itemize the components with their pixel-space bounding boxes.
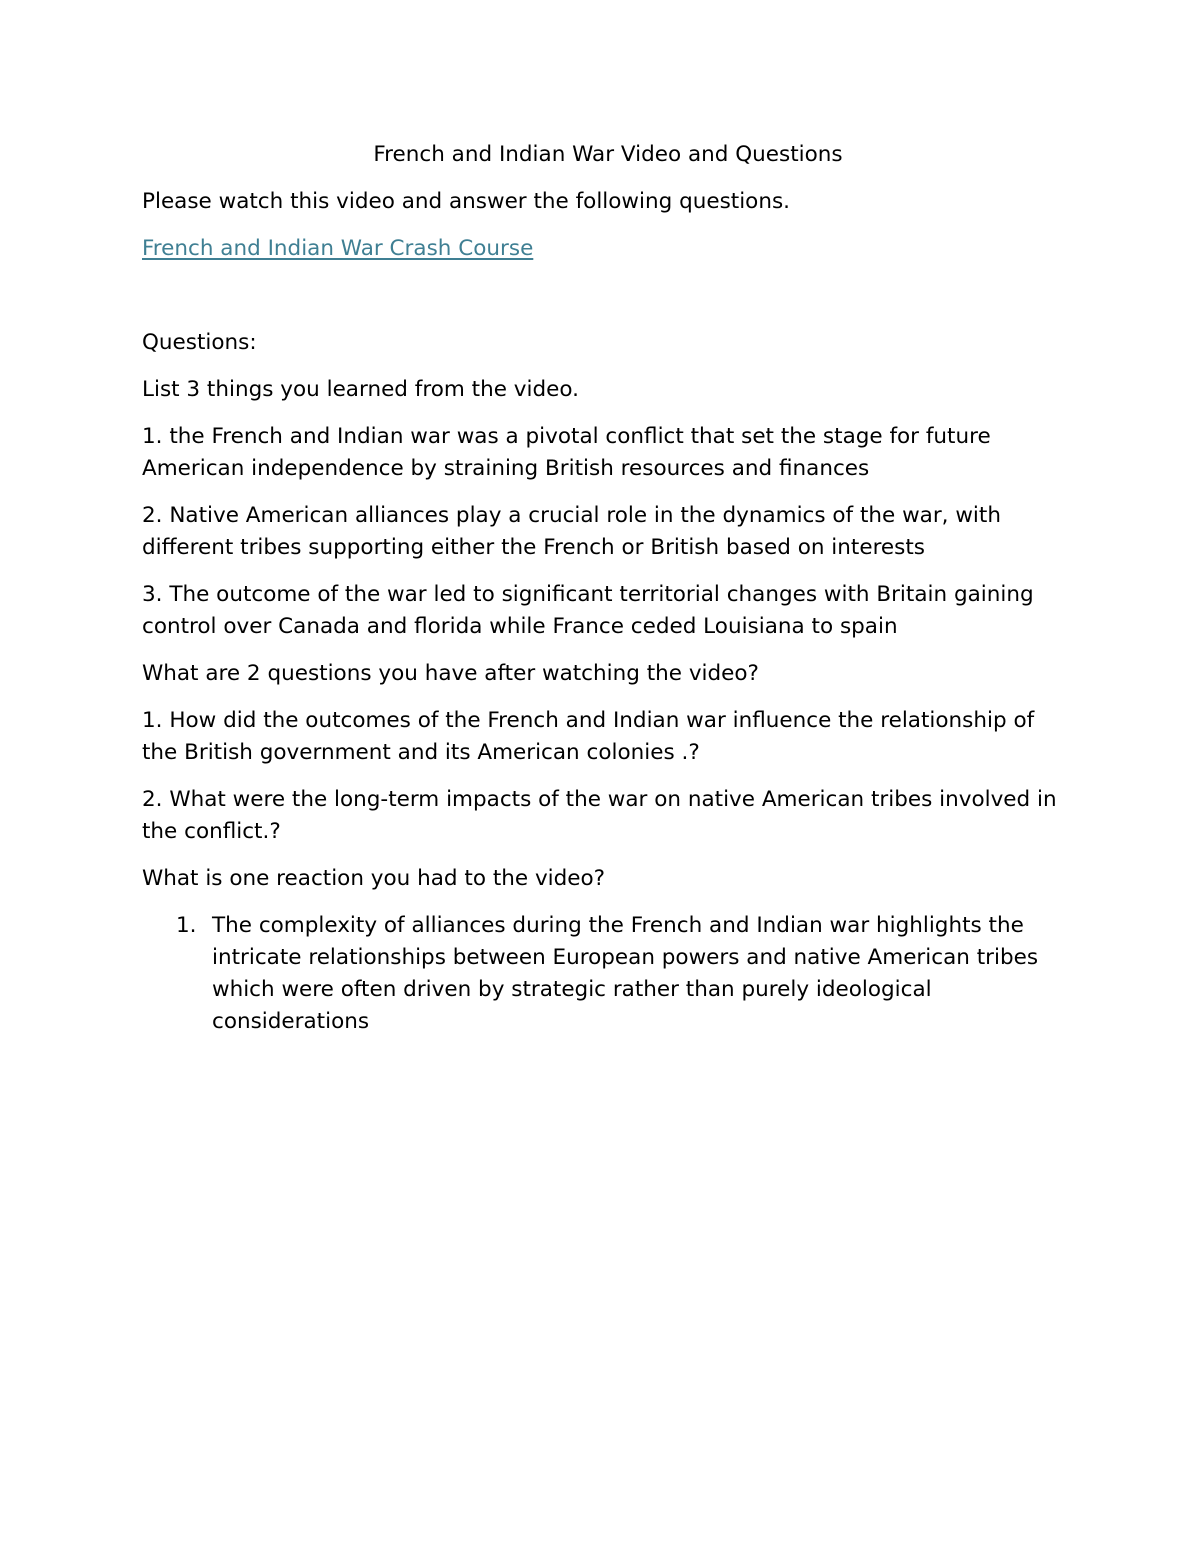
reaction-list [142, 910, 1062, 1038]
question-answer-2: 2. What were the long-term impacts of the war on native American tribes involved in the conflict.? [142, 787, 1057, 844]
document-title [0, 139, 1016, 171]
question-answer-1: 1. How did the outcomes of the French and Indian war influence the relationship of the British government and its American colonies .? [142, 708, 1035, 765]
reaction-list-item [176, 910, 1062, 1038]
video-link[interactable]: French and Indian War Crash Course [142, 236, 534, 261]
reaction-list-number: 1. [176, 913, 197, 938]
document-body [142, 139, 1062, 1038]
questions-heading: Questions: [142, 330, 257, 355]
video-link-paragraph [142, 233, 1062, 265]
learned-answer-1: 1. the French and Indian war was a pivotal conflict that set the stage for future American independence by straining British resources and finances [142, 424, 991, 481]
learned-answer-2: 2. Native American alliances play a crucial role in the dynamics of the war, with different tribes supporting either the French or British based on interests [142, 503, 1001, 560]
learned-prompt: List 3 things you learned from the video. [142, 377, 579, 402]
reaction-answer: The complexity of alliances during the French and Indian war highlights the intricate relationships between European powers and native American tribes which were often driven by strategic rather than purely ideological considerations [212, 913, 1039, 1034]
reaction-prompt: What is one reaction you had to the video? [142, 866, 606, 891]
questions-prompt: What are 2 questions you have after watching the video? [142, 661, 759, 686]
document-title-text: French and Indian War Video and Questions [373, 142, 843, 167]
learned-answer-3: 3. The outcome of the war led to significant territorial changes with Britain gaining control over Canada and florida while France ceded Louisiana to spain [142, 582, 1034, 639]
intro-text: Please watch this video and answer the following questions. [142, 189, 791, 214]
blank-line [142, 280, 1062, 327]
